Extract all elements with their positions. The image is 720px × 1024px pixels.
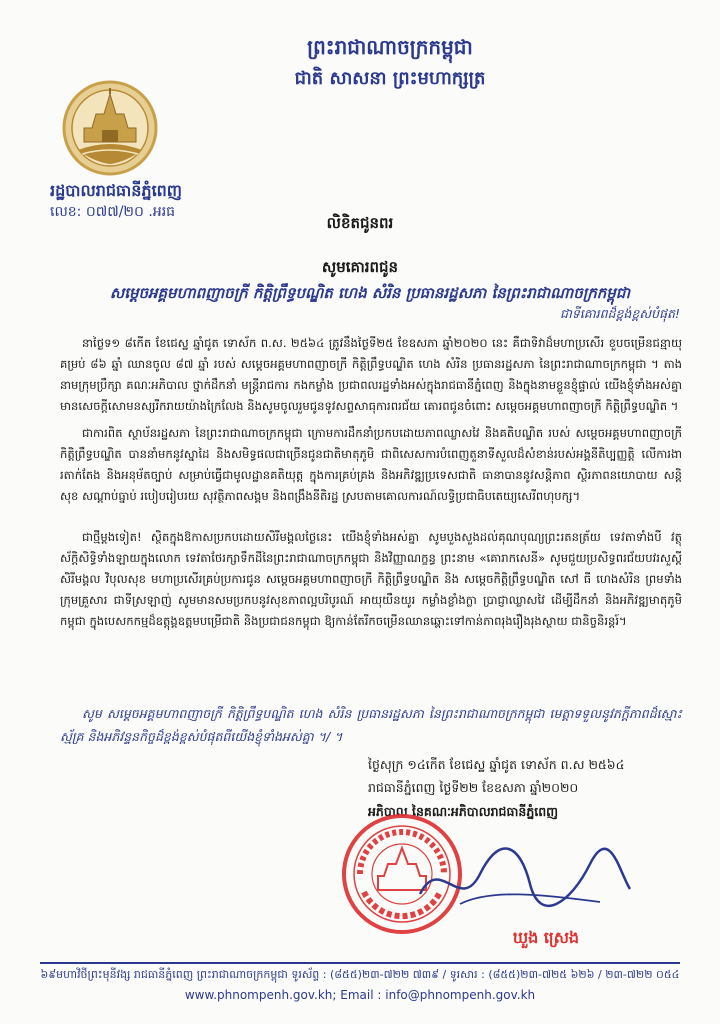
solar-date: រាជធានីភ្នំពេញ ថ្ងៃទី២២ ខែឧសភា ឆ្នាំ២០២០ <box>368 780 579 795</box>
signer-name: ឃួង ស្រេង <box>512 928 580 947</box>
website-link[interactable]: www.phnompenh.gov.kh <box>184 988 333 1002</box>
national-motto: ជាតិ សាសនា ព្រះមហាក្សត្រ <box>294 68 486 89</box>
lunar-date: ថ្ងៃសុក្រ ១៤កើត ខែជេស្ឋ ឆ្នាំជូត ទោស័ក ព.ស ២៥៦៤ <box>368 757 625 772</box>
document-type: លិខិតជូនពរ <box>326 214 394 232</box>
body-paragraph: ជាការពិត ស្ថាប័នរដ្ឋសភា នៃព្រះរាជាណាចក្រកម្ពុជា ក្រោមការដឹកនាំប្រកបដោយភាពឈ្លាសវៃ និងគតិបណ្ឌិត របស់ សម្តេចអគ្គមហាពញាចក្រី កិត្តិព្រឹទ្ធបណ្ឌិត បាននាំមកនូវស្នាដៃ និងសមិទ្ធផលជាច្រើនជូនជាតិមាតុភូមិ ជាពិសេសការបំពេញតួនាទីសួលដ៏សំខាន់របស់អង្គនីតិប្បញ្ញត្តិ លើការងារតាក់តែង និងអនុម័តច្បាប់ សម្រាប់ធ្វើជាមូលដ្ឋានគតិយុត្ត ក្នុងការគ្រប់គ្រង និងអភិវឌ្ឍប្រទេសជាតិ ធានាបាននូវសន្តិភាព ស្ថិរភាពនយោបាយ សន្តិសុខ សណ្តាប់ធ្នាប់ របៀបរៀបរយ សុវត្ថិភាពសង្គម និងពង្រឹងនីតិរដ្ឋ ស្របតាមគោលការណ៍លទ្ធិប្រជាធិបតេយ្យសេរីពហុបក្ស។ <box>60 426 682 503</box>
footer-contact: www.phnompenh.gov.kh; Email : info@phnompenh.gov.kh <box>184 988 536 1002</box>
email-label: Email : <box>340 988 382 1002</box>
signer-title: អភិបាល នៃគណៈអភិបាលរាជធានីភ្នំពេញ <box>368 804 559 819</box>
body-paragraph: ជាថ្មីម្តងទៀត! ស្ថិតក្នុងឱកាសប្រកបដោយសិរីមង្គលថ្ងៃនេះ យើងខ្ញុំទាំងអស់គ្នា សូមបួងសួងដល់គុណបុណ្យព្រះរតនត្រ័យ ទេវតាទាំងបី វត្ថុស័ក្តិសិទ្ធិទាំងឡាយក្នុងលោក ទេវតាថែរក្សាទឹកដីនៃព្រះរាជាណាចក្រកម្ពុជា និងវិញ្ញាណក្ខន្ធ ព្រះនាម «គោរាកសេនី» សូមជួយប្រសិទ្ធពរជ័យបវរសួស្តី សិរីមង្គល វិបុលសុខ មហាប្រសើរគ្រប់ប្រការជូន សម្តេចអគ្គមហាពញាចក្រី កិត្តិព្រឹទ្ធបណ្ឌិត និង សម្តេចកិត្តិព្រឹទ្ធបណ្ឌិត សៅ ធី ហេងសំរិន ព្រមទាំងក្រុមគ្រួសារ ជាទីស្រឡាញ់ សូមមានសមប្រកបនូវសុខភាពល្អបរិបូរណ៍ អាយុយឺនយូរ កម្លាំងខ្លាំងក្លា ប្រាជ្ញាឈ្លាសវៃ ដើម្បីដឹកនាំ និងអភិវឌ្ឍមាតុភូមិកម្ពុជា ក្នុងបេសកកម្មដ៏ឧត្តុង្គឧត្តមបម្រើជាតិ និងប្រជាជនកម្ពុជា ឱ្យកាន់តែរីកចម្រើនឈានឆ្ពោះទៅកាន់ភាពរុងរឿងរុងស្ថាយ ជានិច្ចនិរន្តរ៍។ <box>60 530 682 628</box>
recipient-honorific: ជាទីគោរពដ៏ខ្ពង់ខ្ពស់បំផុត! <box>559 306 680 321</box>
recipient-line: សម្តេចអគ្គមហាពញាចក្រី កិត្តិព្រឹទ្ធបណ្ឌិត ហេង សំរិន ប្រធានរដ្ឋសភា នៃព្រះរាជាណាចក្រកម្ពុជា <box>109 284 631 302</box>
closing-paragraph: សូម សម្តេចអគ្គមហាពញាចក្រី កិត្តិព្រឹទ្ធបណ្ឌិត ហេង សំរិន ប្រធានរដ្ឋសភា នៃព្រះរាជាណាចក្រកម្ពុជា មេត្តាទទួលនូវភក្តីភាពដ៏ស្មោះស្ម័គ្រ និងអភិវន្ទនកិច្ចដ៏ខ្ពង់ខ្ពស់បំផុតពីយើងខ្ញុំទាំងអស់គ្នា ។/ ។ <box>60 706 682 744</box>
body-paragraph: នាថ្ងៃទ១ ៨កើត ខែជេស្ឋ ឆ្នាំជូត ទោស័ក ព.ស. ២៥៦៤ ត្រូវនឹងថ្ងៃទី២៥ ខែឧសភា ឆ្នាំ២០២០ នេះ គឺជាទិវាដ៏មហាប្រសើរ ខួបចម្រើនជន្មាយុគម្រប់ ៨៦ ឆ្នាំ ឈានចូល ៨៧ ឆ្នាំ របស់ សម្តេចអគ្គមហាពញាចក្រី កិត្តិព្រឹទ្ធបណ្ឌិត ហេង សំរិន ប្រធានរដ្ឋសភា នៃព្រះរាជាណាចក្រកម្ពុជា ។ តាងនាមក្រុមប្រឹក្សា គណៈអភិបាល ថ្នាក់ដឹកនាំ មន្ត្រីរាជការ កងកម្លាំង ប្រជាពលរដ្ឋទាំងអស់ក្នុងរាជធានីភ្នំពេញ និងក្នុងនាមខ្លួនខ្ញុំផ្ទាល់ យើងខ្ញុំទាំងអស់គ្នា មានសេចក្តីសោមនស្សរីករាយយ៉ាងក្រៃលែង និងសូមចូលរួមជូនទូវសព្ទសាធុការពរជ័យ គោរពជូនចំពោះ សម្តេចអគ្គមហាពញាចក្រី កិត្តិព្រឹទ្ធបណ្ឌិត ។ <box>60 336 682 413</box>
footer-address: ៦៩មហាវិថីព្រះមុនីវង្ស រាជធានីភ្នំពេញ ព្រះរាជាណាចក្រកម្ពុជា ទូរស័ព្ទ : (៨៥៥)២៣-៧២២ ៧៣៩ / ទូរសារ : (៨៥៥)២៣-៧២៥ ៦២៦ / ២៣-៧២២ ០៥៤ <box>40 968 680 981</box>
kingdom-heading: ព្រះរាជាណាចក្រកម្ពុជា <box>307 35 473 59</box>
salutation-line: សូមគោរពជូន <box>321 258 399 276</box>
email-link[interactable]: info@phnompenh.gov.kh <box>385 988 536 1002</box>
footer-divider <box>40 962 680 964</box>
reference-number: លេខ: ០៧៧/២០ .អរធ <box>50 204 176 220</box>
sender-administration: រដ្ឋបាលរាជធានីភ្នំពេញ <box>50 181 183 200</box>
signature-icon <box>400 834 640 924</box>
phnom-penh-emblem-icon <box>62 80 158 176</box>
